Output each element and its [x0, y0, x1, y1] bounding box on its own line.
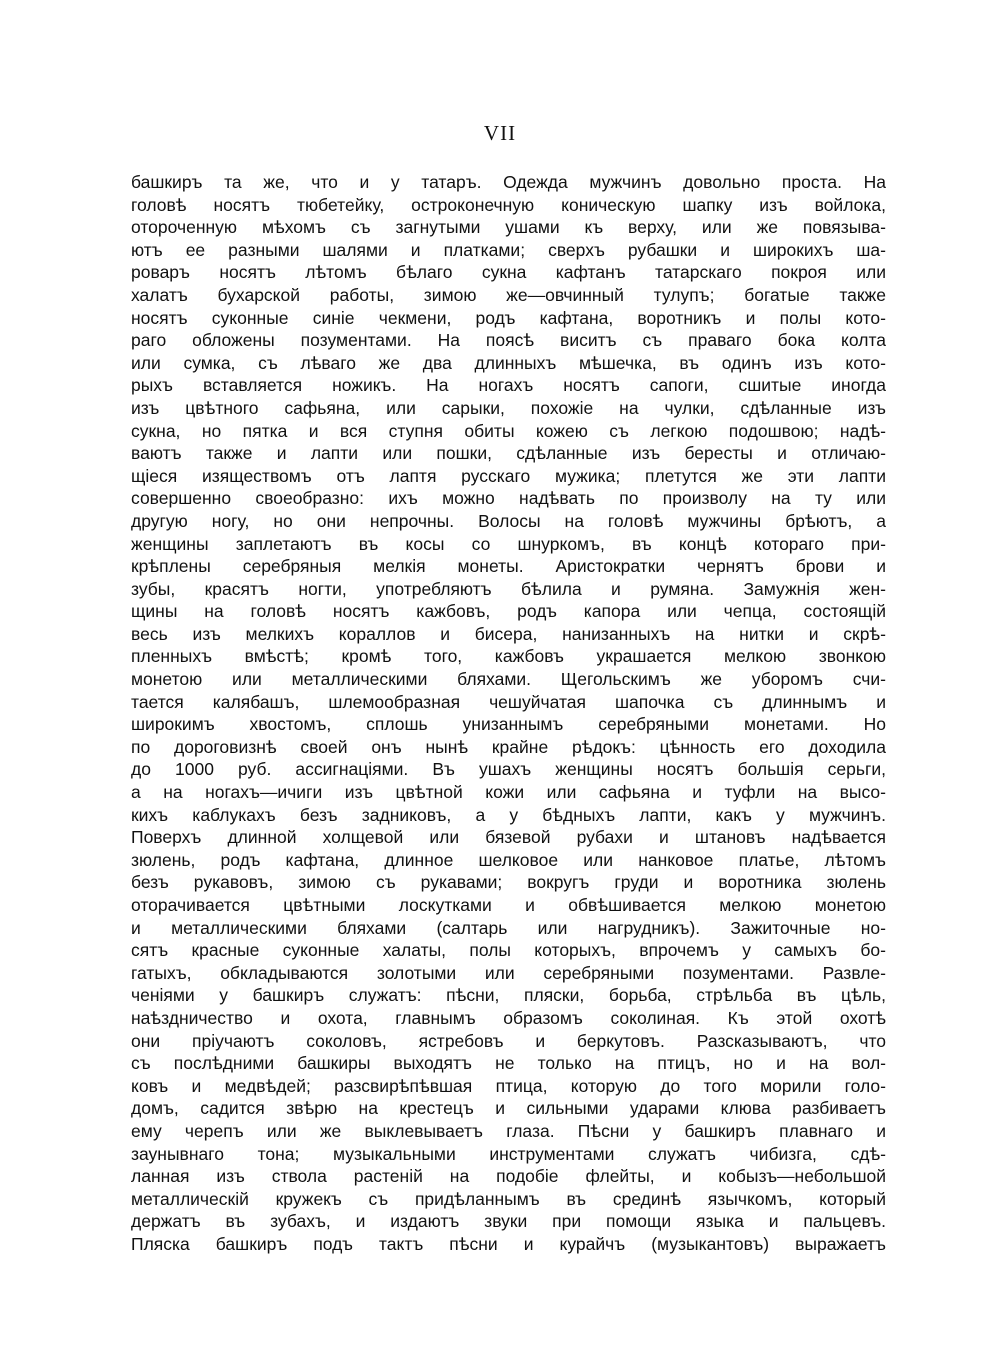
text-line: сятъ красные суконные халаты, полы которыхъ, впрочемъ у самыхъ бо- [131, 940, 886, 961]
page-number: VII [483, 121, 517, 145]
text-line: ваютъ также и лапти или пошки, сдѣланные изъ бересты и отличаю- [131, 443, 886, 464]
text-line: изъ цвѣтного сафьяна, или сарыки, похожіе на чулки, сдѣланные изъ [131, 397, 886, 418]
text-line: домъ, садится звѣрю на крестецъ и сильными ударами клюва разбиваетъ [131, 1098, 886, 1119]
text-line: Пляска башкиръ подъ тактъ пѣсни и курайчъ (музыкантовъ) выражаетъ [131, 1233, 886, 1254]
text-line: они пріучаютъ соколовъ, ястребовъ и беркутовъ. Разсказываютъ, что [131, 1030, 886, 1051]
text-line: оторачивается цвѣтными лоскутками и обвѣшивается мелкою монетою [131, 895, 886, 915]
text-line: гатыхъ, обкладываются золотыми или серебряными позументами. Развле- [131, 962, 886, 983]
text-line: по дороговизнѣ своей онъ нынѣ крайне рѣдокъ: цѣнность его доходила [131, 736, 886, 757]
text-line: отороченную мѣхомъ съ загнутыми ушами къ верху, или же повязыва- [131, 217, 886, 238]
text-line: ченіями у башкиръ служатъ: пѣсни, пляски, борьба, стрѣльба въ цѣль, [131, 985, 886, 1006]
text-line: а на ногахъ—ичиги изъ цвѣтной кожи или сафьяна и туфли на высо- [131, 782, 886, 803]
text-line: ланная изъ ствола растеній на подобіе флейты, и кобызъ—небольшой [131, 1166, 886, 1187]
body-text [131, 171, 886, 1256]
text-line: зюлень, родъ кафтана, длинное шелковое или нанковое платье, лѣтомъ [131, 849, 886, 870]
text-line: другую ногу, но они непрочны. Волосы на головѣ мужчины брѣютъ, а [131, 510, 886, 531]
text-line: кихъ каблукахъ безъ задниковъ, а у бѣдныхъ лапти, какъ у мужчинъ. [131, 804, 886, 825]
text-line: щины на головѣ носятъ кажбовъ, родъ капора или чепца, состоящій [131, 601, 886, 622]
text-line: безъ рукавовъ, зимою съ рукавами; вокругъ груди и воротника зюлень [131, 872, 886, 893]
text-line: тается калябашъ, шлемообразная чешуйчатая шапочка съ длиннымъ и [131, 691, 886, 712]
text-line: весь изъ мелкихъ кораллов и бисера, нанизанныхъ на нитки и скрѣ- [131, 623, 886, 644]
text-line: наѣздничество и охота, главнымъ образомъ соколиная. Къ этой охотѣ [131, 1007, 886, 1028]
text-line: ютъ ее разными шалями и платками; сверхъ рубашки и широкихъ ша- [131, 239, 886, 260]
text-line: Поверхъ длинной холщевой или бязевой рубахи и штановъ надѣвается [131, 827, 886, 848]
text-line: носятъ суконные синіе чекмени, родъ кафтана, воротникъ и полы кото- [131, 307, 886, 328]
text-line: ковъ и медвѣдей; разсвирѣпѣвшая птица, которую до того морили голо- [131, 1075, 886, 1096]
text-line: совершенно своеобразно: ихъ можно надѣвать по произволу на ту или [131, 488, 886, 509]
text-line: держатъ въ зубахъ, и издаютъ звуки при помощи языка и пальцевъ. [131, 1211, 886, 1232]
text-line: халатъ бухарской работы, зимою же—овчинный тулупъ; богатые также [131, 284, 886, 305]
text-line: раго обложены позументами. На поясѣ виситъ съ праваго бока колта [131, 330, 886, 351]
text-line: крѣплены серебряныя мелкія монеты. Аристократки чернятъ брови и [131, 556, 886, 577]
text-line: роваръ носятъ лѣтомъ бѣлаго сукна кафтанъ татарскаго покроя или [131, 262, 886, 283]
text-line: или сумка, съ лѣваго же два длинныхъ мѣшечка, въ одинъ изъ кото- [131, 352, 886, 373]
text-line: заунывнаго тона; музыкальными инструментами служатъ чибизга, сдѣ- [131, 1143, 886, 1164]
text-line: съ послѣдними башкиры выходятъ не только на птицъ, но и на вол- [131, 1053, 886, 1074]
text-line: и металлическими бляхами (салтарь или нагрудникъ). Зажиточные но- [131, 917, 886, 938]
text-line: башкиръ та же, что и у татаръ. Одежда мужчинъ довольно проста. На [131, 172, 886, 192]
text-line: пленныхъ вмѣстѣ; кромѣ того, кажбовъ украшается мелкою звонкою [131, 646, 886, 667]
text-line: головѣ носятъ тюбетейку, остроконечную коническую шапку изъ войлока, [131, 194, 886, 215]
text-line: щіеся изяществомъ отъ лаптя русскаго мужика; плетутся же эти лапти [131, 465, 886, 486]
text-line: монетою или металлическими бляхами. Щегольскимъ же уборомъ счи- [131, 669, 886, 690]
text-line: ему черепъ или же выклевываетъ глаза. Пѣсни у башкиръ плавнаго и [131, 1120, 886, 1141]
text-line: рыхъ вставляется ножикъ. На ногахъ носятъ сапоги, сшитые иногда [131, 375, 886, 396]
text-line: до 1000 руб. ассигнаціями. Въ ушахъ женщины носятъ большія серьги, [131, 759, 886, 780]
text-line: металлическій кружекъ съ придѣланнымъ въ срединѣ язычкомъ, который [131, 1188, 886, 1209]
text-line: сукна, но пятка и вся ступня обиты кожею съ легкою подошвою; надѣ- [131, 420, 886, 441]
text-line: зубы, красятъ ногти, употребляютъ бѣлила и румяна. Замужнія жен- [131, 578, 886, 599]
text-line: широкимъ хвостомъ, сплошь унизаннымъ серебряными монетами. Но [131, 714, 886, 735]
text-line: женщины заплетаютъ въ косы со шнуркомъ, въ концѣ котораго при- [131, 533, 886, 554]
